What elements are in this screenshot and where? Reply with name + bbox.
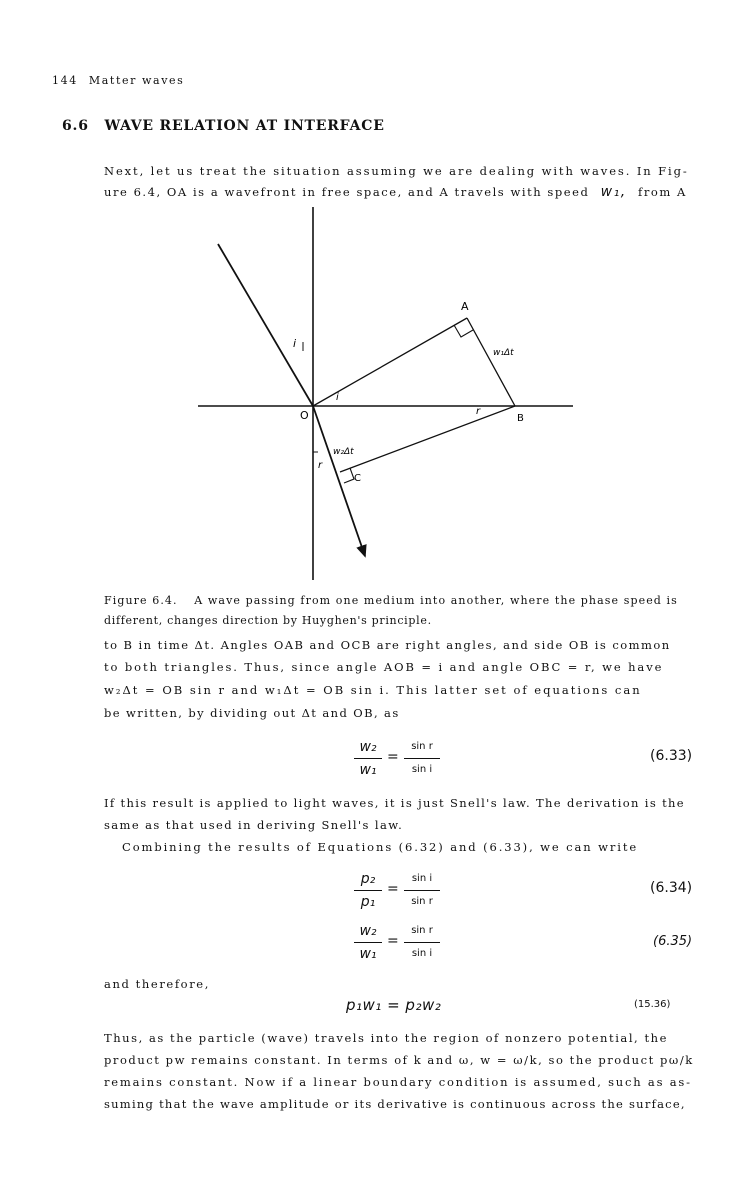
- eq-6-35-lhs: [354, 922, 382, 963]
- eq-6-34-rel: =: [387, 881, 399, 897]
- paragraph-1-line-2-a: ure 6.4, OA is a wavefront in free space, and A travels with speed: [104, 185, 590, 199]
- eq-6-34-number: (6.34): [650, 880, 693, 896]
- label-C: C: [354, 473, 361, 484]
- label-r-low: r: [318, 460, 323, 471]
- eq-6-33-lhs-den: w₁: [359, 762, 377, 778]
- eq-6-34-lhs: [354, 870, 382, 911]
- eq-6-33-rhs-num: sin r: [411, 741, 433, 752]
- paragraph-3-line-1: If this result is applied to light waves, it is just Snell's law. The derivation is the: [104, 796, 685, 810]
- paragraph-1-line-1: Next, let us treat the situation assuming we are dealing with waves. In Fig-: [104, 164, 689, 178]
- paragraph-3-line-3: Combining the results of Equations (6.32) and (6.33), we can write: [122, 840, 639, 854]
- figure-caption-line-1: [104, 594, 678, 607]
- label-r-mid: r: [476, 406, 481, 417]
- eq-6-34-lhs-den: p₁: [360, 894, 376, 910]
- eq-6-33-lhs-num: w₂: [359, 739, 377, 755]
- eq-6-35-rhs: [404, 922, 440, 963]
- eq-6-34-rhs: [404, 870, 440, 911]
- speed-w1-symbol: w₁,: [600, 184, 627, 200]
- paragraph-5-line-1: Thus, as the particle (wave) travels into the region of nonzero potential, the: [104, 1031, 668, 1045]
- eq-6-35-lhs-den: w₁: [359, 946, 377, 962]
- running-title: Matter waves: [88, 74, 185, 87]
- eq-6-33-rhs: [404, 738, 440, 779]
- paragraph-2-line-1: to B in time Δt. Angles OAB and OCB are right angles, and side OB is common: [104, 638, 671, 652]
- paragraph-2-line-3: w₂Δt = OB sin r and w₁Δt = OB sin i. This latter set of equations can: [104, 683, 642, 697]
- right-angle-A: [454, 325, 473, 337]
- segment-AB: [467, 318, 515, 406]
- eq-6-33-rel: =: [387, 749, 399, 765]
- segment-BC: [340, 406, 515, 472]
- eq-6-35-rhs-den: sin i: [411, 948, 433, 959]
- label-A: A: [461, 300, 469, 313]
- label-O: O: [300, 409, 309, 422]
- paragraph-3-line-2: same as that used in deriving Snell's law.: [104, 818, 404, 832]
- eq-6-36: p₁w₁ = p₂w₂: [346, 996, 442, 1014]
- eq-6-33-number: (6.33): [650, 748, 693, 764]
- eq-6-33-rhs-den: sin i: [411, 764, 433, 775]
- incident-ray: [218, 244, 313, 406]
- eq-6-35-number: (6.35): [653, 934, 693, 949]
- paragraph-5-line-3: remains constant. Now if a linear boundary condition is assumed, such as as-: [104, 1075, 692, 1089]
- figure-caption-text-1: A wave passing from one medium into another, where the phase speed is: [194, 594, 678, 607]
- label-i-top: i: [293, 337, 297, 350]
- label-i-mid: i: [336, 392, 339, 403]
- eq-6-34-rhs-num: sin i: [411, 873, 433, 884]
- section-title: WAVE RELATION AT INTERFACE: [104, 118, 385, 134]
- paragraph-5-line-2: product pw remains constant. In terms of k and ω, w = ω/k, so the product pω/k: [104, 1053, 694, 1067]
- eq-6-34-rhs-den: sin r: [411, 896, 433, 907]
- page-number: 144: [52, 74, 78, 87]
- eq-6-33-lhs: [354, 738, 382, 779]
- figure-caption-line-2: different, changes direction by Huyghen's principle.: [104, 614, 432, 627]
- paragraph-2-line-4: be written, by dividing out Δt and OB, as: [104, 706, 400, 720]
- paragraph-4-line-1: and therefore,: [104, 977, 210, 991]
- paragraph-1-line-2-b: from A: [638, 185, 687, 199]
- paragraph-5-line-4: suming that the wave amplitude or its derivative is continuous across the surface,: [104, 1097, 686, 1111]
- eq-6-35-rel: =: [387, 933, 399, 949]
- paragraph-2-line-2: to both triangles. Thus, since angle AOB = i and angle OBC = r, we have: [104, 660, 664, 674]
- label-w1-dt: w₁Δt: [493, 348, 514, 358]
- label-B: B: [517, 413, 524, 424]
- eq-6-34-lhs-num: p₂: [360, 871, 376, 887]
- eq-6-36-number: (15.36): [634, 999, 671, 1010]
- eq-6-35-rhs-num: sin r: [411, 925, 433, 936]
- eq-6-35-lhs-num: w₂: [359, 923, 377, 939]
- label-w2-dt: w₂Δt: [333, 447, 354, 457]
- figure-caption-label: Figure 6.4.: [104, 594, 178, 607]
- section-number: 6.6: [62, 118, 89, 134]
